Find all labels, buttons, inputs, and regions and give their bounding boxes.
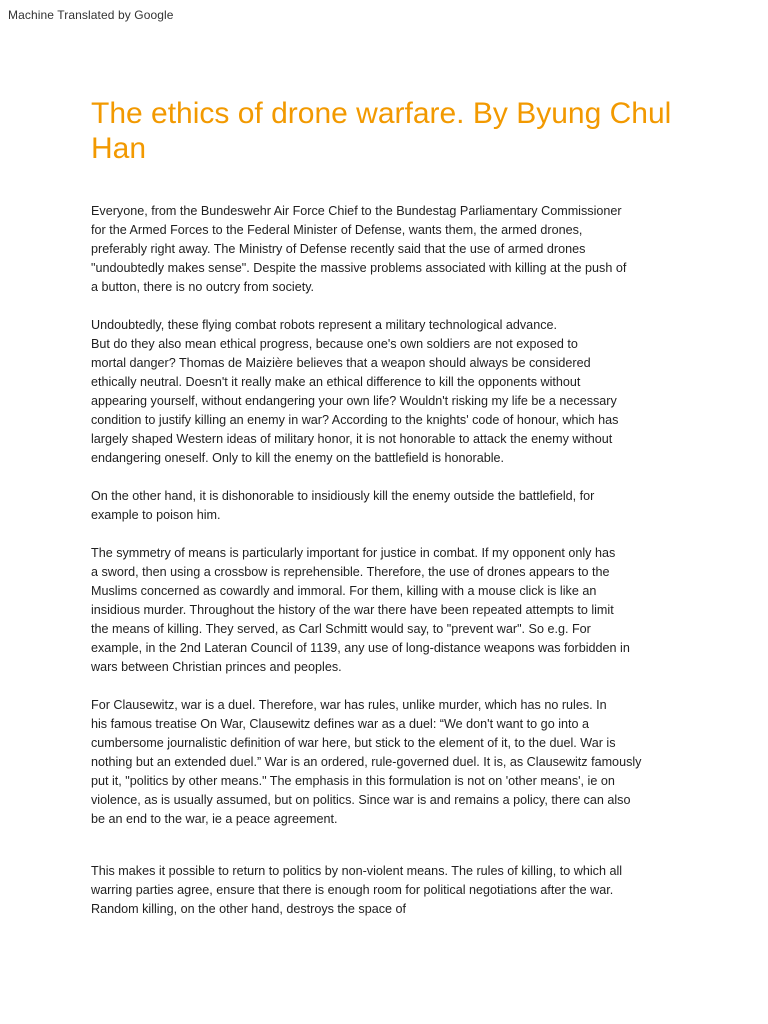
text-line: insidious murder. Throughout the history of the war there have been repeated attempts to limit [91,603,614,617]
paragraph-3 [91,487,691,525]
text-line: largely shaped Western ideas of military honor, it is not honorable to attack the enemy without [91,432,613,446]
text-line: violence, as is usually assumed, but on politics. Since war is and remains a policy, there can also [91,793,631,807]
text-line: On the other hand, it is dishonorable to insidiously kill the enemy outside the battlefield, for [91,489,595,503]
document-body [91,202,691,919]
text-line: ethically neutral. Doesn't it really make an ethical difference to kill the opponents without [91,375,581,389]
text-line: be an end to the war, ie a peace agreement. [91,812,338,826]
text-line: condition to justify killing an enemy in war? According to the knights' code of honour, which has [91,413,619,427]
text-line: appearing yourself, without endangering your own life? Wouldn't risking my life be a necessary [91,394,617,408]
paragraph-4 [91,544,691,677]
text-line: nothing but an extended duel.” War is an ordered, rule-governed duel. It is, as Clausewitz famously [91,755,642,769]
text-line: warring parties agree, ensure that there is enough room for political negotiations after the war. [91,883,614,897]
paragraph-5 [91,696,691,829]
paragraph-2 [91,316,691,468]
text-line: for the Armed Forces to the Federal Minister of Defense, wants them, the armed drones, [91,223,583,237]
text-line: his famous treatise On War, Clausewitz defines war as a duel: “We don't want to go into a [91,717,589,731]
text-line: This makes it possible to return to politics by non-violent means. The rules of killing, to which all [91,864,623,878]
text-line: put it, "politics by other means." The emphasis in this formulation is not on 'other means', ie on [91,774,615,788]
text-line: a button, there is no outcry from society. [91,280,315,294]
text-line: Undoubtedly, these flying combat robots represent a military technological advance. [91,318,557,332]
text-line: wars between Christian princes and peoples. [91,660,342,674]
text-line: For Clausewitz, war is a duel. Therefore, war has rules, unlike murder, which has no rules. In [91,698,607,712]
text-line: But do they also mean ethical progress, because one's own soldiers are not exposed to [91,337,578,351]
text-line: preferably right away. The Ministry of Defense recently said that the use of armed drones [91,242,586,256]
text-line: Random killing, on the other hand, destroys the space of [91,902,407,916]
paragraph-6 [91,862,691,919]
text-line: Everyone, from the Bundeswehr Air Force Chief to the Bundestag Parliamentary Commissioner [91,204,622,218]
text-line: example to poison him. [91,508,221,522]
text-line: the means of killing. They served, as Carl Schmitt would say, to "prevent war". So e.g. For [91,622,591,636]
text-line: mortal danger? Thomas de Maizière believes that a weapon should always be considered [91,356,591,370]
paragraph-1 [91,202,691,297]
text-line: example, in the 2nd Lateran Council of 1139, any use of long-distance weapons was forbidden in [91,641,630,655]
text-line: endangering oneself. Only to kill the enemy on the battlefield is honorable. [91,451,505,465]
text-line: The symmetry of means is particularly important for justice in combat. If my opponent only has [91,546,616,560]
text-line: "undoubtedly makes sense". Despite the massive problems associated with killing at the push of [91,261,627,275]
text-line: a sword, then using a crossbow is reprehensible. Therefore, the use of drones appears to the [91,565,610,579]
text-line: Muslims concerned as cowardly and immoral. For them, killing with a mouse click is like an [91,584,597,598]
machine-translation-notice: Machine Translated by Google [8,8,174,22]
document-title: The ethics of drone warfare. By Byung Chul Han [91,97,672,165]
text-line: cumbersome journalistic definition of war here, but stick to the element of it, to the duel. War is [91,736,616,750]
